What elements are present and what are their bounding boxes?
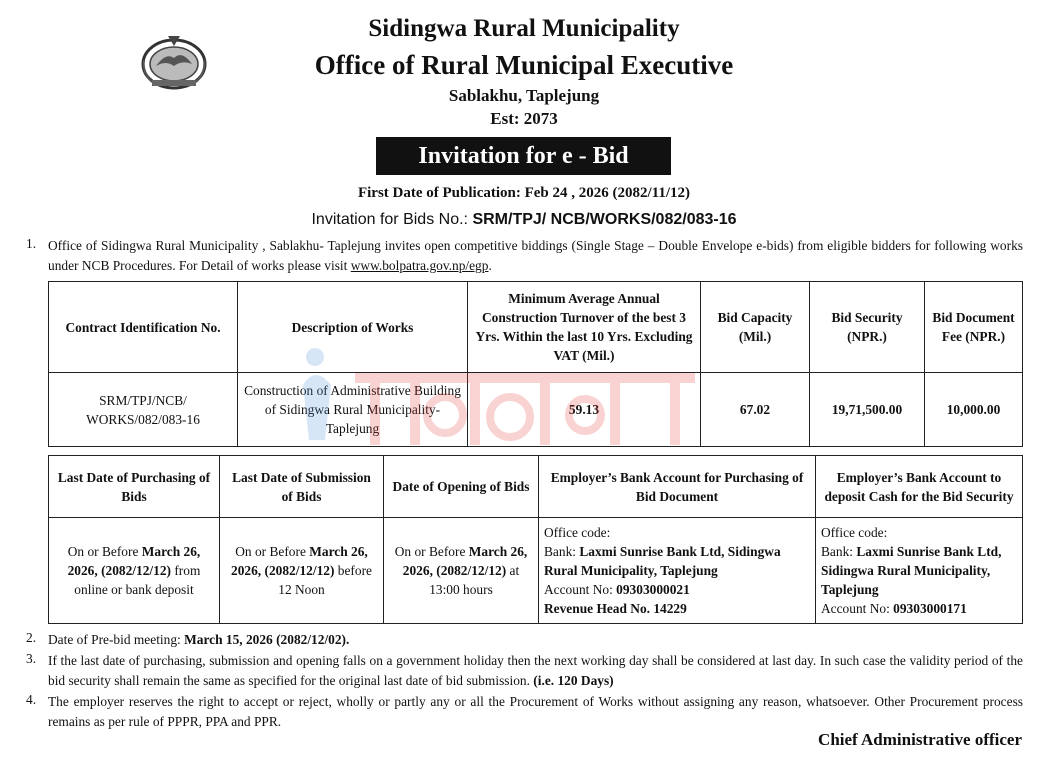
- bolpatra-link[interactable]: www.bolpatra.gov.np/egp: [350, 258, 489, 273]
- c1-suffix: from online or bank deposit: [74, 563, 201, 597]
- c4-office-code: Office code:: [544, 525, 611, 540]
- c5-account-label: Account No:: [821, 601, 894, 616]
- item-3-number: 3.: [26, 651, 37, 666]
- header-last-purchase: Last Date of Purchasing of Bids: [49, 456, 220, 518]
- cell-last-submission: [220, 518, 384, 624]
- c2-date: March 26, 2026, (2082/12/12): [231, 544, 368, 578]
- c4-bank-label: Bank:: [544, 544, 580, 559]
- cell-contract-id: SRM/TPJ/NCB/ WORKS/082/083-16: [49, 373, 238, 447]
- c5-account-number: 09303000171: [893, 601, 967, 616]
- dates-table-header-row: [49, 456, 1023, 518]
- cell-description: Construction of Administrative Building of Sidingwa Rural Municipality-Taplejung: [238, 373, 468, 447]
- office-address: Sablakhu, Taplejung: [448, 86, 600, 105]
- c2-prefix: On or Before: [235, 544, 310, 559]
- c5-account: [821, 599, 1017, 618]
- bids-number-value: SRM/TPJ/ NCB/WORKS/082/083-16: [472, 211, 737, 228]
- c5-office-code: Office code:: [821, 525, 888, 540]
- header-contract-id: Contract Identification No.: [49, 282, 238, 373]
- c3-suffix: at 13:00 hours: [429, 563, 520, 597]
- c4-account-label: Account No:: [544, 582, 617, 597]
- item-4-number: 4.: [26, 692, 37, 707]
- c3-date: March 26, 2026, (2082/12/12): [402, 544, 528, 578]
- signatory-title: Chief Administrative officer: [818, 730, 1022, 749]
- item-1-number: 1.: [26, 236, 37, 251]
- item-3-text: [48, 651, 1023, 691]
- bids-number: [0, 211, 1048, 229]
- item-4-text: The employer reserves the right to accept or reject, wholly or partly any or all the Procurement of Works without assigning any reason, whatsoever. Other Procurement process remains as per rule of PPPR, PPA and PPR.: [48, 694, 1023, 729]
- item-2-date: March 15, 2026 (2082/12/02).: [184, 632, 350, 647]
- cell-bid-security: 19,71,500.00: [810, 373, 925, 447]
- table-row: [49, 373, 1023, 447]
- works-table: [48, 281, 1023, 447]
- c4-revenue-value: Revenue Head No. 14229: [544, 601, 687, 616]
- item-1-text: [48, 236, 1023, 276]
- item-3-body: If the last date of purchasing, submission and opening falls on a government holiday then the next working day shall be considered at last day. In such case the validity period of the bid security shall remain the same as specified for the original last date of bid submission.: [48, 653, 1023, 688]
- c5-bank: [821, 542, 1017, 599]
- item-3-days: (i.e. 120 Days): [533, 673, 614, 688]
- c4-bank-name: Laxmi Sunrise Bank Ltd, Sidingwa Rural Municipality, Taplejung: [544, 544, 781, 578]
- header-bank-purchase: Employer’s Bank Account for Purchasing of Bid Document: [539, 456, 816, 518]
- municipality-name: Sidingwa Rural Municipality: [368, 15, 680, 42]
- publication-date: First Date of Publication: Feb 24 , 2026 (2082/11/12): [357, 185, 691, 201]
- cell-bid-doc-fee: 10,000.00: [925, 373, 1023, 447]
- c4-account-number: 09303000021: [616, 582, 690, 597]
- header-bid-security: Bid Security (NPR.): [810, 282, 925, 373]
- c4-bank: [544, 542, 810, 580]
- dates-bank-table: [48, 455, 1023, 624]
- header-bank-security: Employer’s Bank Account to deposit Cash for the Bid Security: [816, 456, 1023, 518]
- cell-bid-capacity: 67.02: [701, 373, 810, 447]
- item-2-text: [48, 630, 1023, 650]
- c5-bank-label: Bank:: [821, 544, 857, 559]
- cell-bank-security: [816, 518, 1023, 624]
- cell-last-purchase: [49, 518, 220, 624]
- item-1-end: .: [488, 258, 492, 273]
- c2-suffix: before 12 Noon: [278, 563, 372, 597]
- cell-bank-purchase: [539, 518, 816, 624]
- item-2-body: Date of Pre-bid meeting:: [48, 632, 185, 647]
- cell-opening: [384, 518, 539, 624]
- header-min-turnover: Minimum Average Annual Construction Turnover of the best 3 Yrs. Within the last 10 Yrs. Excluding VAT (Mil.): [468, 282, 701, 373]
- header-opening: Date of Opening of Bids: [384, 456, 539, 518]
- notice-title-banner: Invitation for e - Bid: [376, 137, 671, 175]
- office-name: Office of Rural Municipal Executive: [314, 50, 734, 80]
- cell-min-turnover: 59.13: [468, 373, 701, 447]
- c4-account: [544, 580, 810, 599]
- header-description: Description of Works: [238, 282, 468, 373]
- c1-date: March 26, 2026, (2082/12/12): [67, 544, 201, 578]
- header-bid-capacity: Bid Capacity (Mil.): [701, 282, 810, 373]
- header-last-submission: Last Date of Submission of Bids: [220, 456, 384, 518]
- works-table-header-row: [49, 282, 1023, 373]
- established-year: Est: 2073: [490, 109, 558, 128]
- item-2-number: 2.: [26, 630, 37, 645]
- c4-revenue-head: [544, 599, 810, 618]
- c1-prefix: On or Before: [67, 544, 142, 559]
- bids-number-label: Invitation for Bids No.:: [311, 211, 473, 228]
- c5-bank-name: Laxmi Sunrise Bank Ltd, Sidingwa Rural Municipality, Taplejung: [821, 544, 1002, 597]
- item-1-body: Office of Sidingwa Rural Municipality , Sablakhu- Taplejung invites open competitive biddings (Single Stage – Double Envelope e-bids) from eligible bidders for following works under NCB Procedures. For Detail of works please visit: [48, 238, 1023, 273]
- c3-prefix: On or Before: [394, 544, 469, 559]
- table-row: [49, 518, 1023, 624]
- header-bid-doc-fee: Bid Document Fee (NPR.): [925, 282, 1023, 373]
